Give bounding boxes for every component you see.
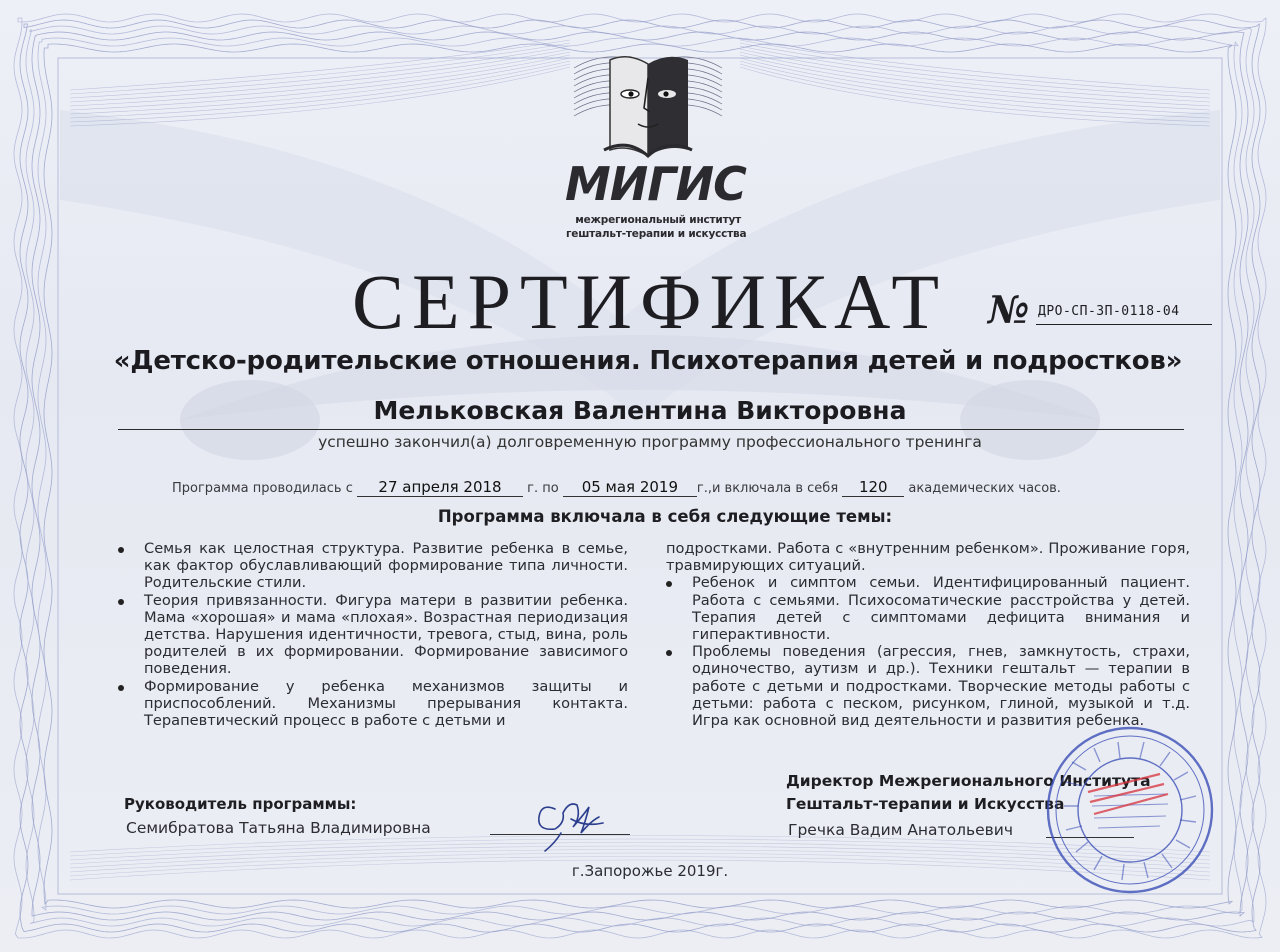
topics-right-column	[666, 540, 1190, 729]
topic-text: Формирование у ребенка механизмов защиты и приспособлений. Механизмы прерывания контакта. Терапевтический процесс в работе с детьми и	[144, 677, 628, 730]
place-and-date: г.Запорожье 2019г.	[571, 862, 729, 880]
recipient-name: Мельковская Валентина Викторовна	[373, 396, 907, 425]
period-suffix: академических часов.	[908, 481, 1061, 496]
period-prefix: Программа проводилась с	[172, 481, 353, 496]
guilloche-line	[70, 839, 1210, 856]
certificate-number: ДРО-СП-ЗП-0118-04	[1038, 304, 1180, 319]
academic-hours: 120	[842, 478, 904, 497]
number-sign: №	[988, 287, 1030, 332]
guilloche-line	[740, 43, 1210, 94]
handwritten-signature	[515, 793, 615, 855]
guilloche-line	[740, 46, 1210, 98]
director-title-line2: Гештальт-терапии и Искусства	[786, 795, 1065, 813]
topic-text: Ребенок и симптом семьи. Идентифицированный пациент. Работа с семьями. Психосоматические расстройства у детей. Терапия детей с симптомами дефицита внимания и гиперактивности.	[692, 574, 1190, 644]
period-by: г. по	[527, 481, 559, 496]
guilloche-line	[70, 49, 570, 102]
guilloche-line	[740, 40, 1210, 90]
topic-text: Семья как целостная структура. Развитие ребенка в семье, как фактор обуславливающий формирование типа личности. Родительские стили.	[144, 540, 628, 592]
topic-item	[666, 643, 1190, 729]
end-date: 05 мая 2019	[563, 478, 697, 497]
program-period	[172, 478, 1061, 497]
bullet-icon	[118, 685, 124, 691]
book-face-logo-icon	[568, 38, 728, 166]
leader-label: Руководитель программы:	[124, 795, 357, 813]
official-stamp-seal	[1042, 722, 1218, 898]
topic-item	[118, 592, 628, 678]
topic-item	[118, 678, 628, 730]
number-underline	[1036, 324, 1212, 325]
director-name: Гречка Вадим Анатольевич	[788, 821, 1014, 839]
bullet-icon	[118, 599, 124, 605]
bullet-icon	[666, 581, 672, 587]
guilloche-line	[70, 46, 570, 98]
guilloche-line	[70, 843, 1210, 861]
logo-subtitle-line2: гештальт-терапии и искусства	[566, 228, 747, 240]
topic-text: Проблемы поведения (агрессия, гнев, замкнутость, страхи, одиночество, аутизм и др.). Техники гештальт — терапии в работе с детьми и подростками. Творческие методы работы с детьми: работа с песком, рисунком, глиной, музыкой и т.д. Игра как основной вид деятельности и развития ребенка.	[692, 643, 1190, 730]
leader-name: Семибратова Татьяна Владимировна	[126, 819, 431, 837]
topic-item	[118, 540, 628, 592]
topic-item	[666, 574, 1190, 643]
topic-continuation: подростками. Работа с «внутренним ребенком». Проживание горя, травмирующих ситуаций.	[666, 540, 1190, 575]
bullet-icon	[666, 650, 672, 656]
period-middle: г.,и включала в себя	[696, 481, 839, 496]
certificate-title: СЕРТИФИКАТ	[352, 258, 948, 345]
start-date: 27 апреля 2018	[357, 478, 523, 497]
bullet-icon	[118, 547, 124, 553]
logo-subtitle-line1: межрегиональный институт	[575, 214, 741, 226]
topics-left-column	[118, 540, 628, 729]
topics-heading: Программа включала в себя следующие темы:	[437, 507, 893, 526]
director-title-line1: Директор Межрегионального Института	[786, 772, 1151, 790]
guilloche-line	[70, 61, 570, 118]
program-title: «Детско-родительские отношения. Психотерапия детей и подростков»	[113, 346, 1183, 376]
logo-wordmark: МИГИС	[565, 157, 746, 211]
recipient-underline	[118, 429, 1184, 430]
completion-text: успешно закончил(а) долговременную программу профессионального тренинга	[318, 433, 982, 451]
topic-text: Теория привязанности. Фигура матери в развитии ребенка. Мама «хорошая» и мама «плохая». Возрастная периодизация детства. Нарушения идентичности, тревога, стыд, вина, роль родителей в их формировании. Формирование зависимого поведения.	[144, 591, 628, 678]
